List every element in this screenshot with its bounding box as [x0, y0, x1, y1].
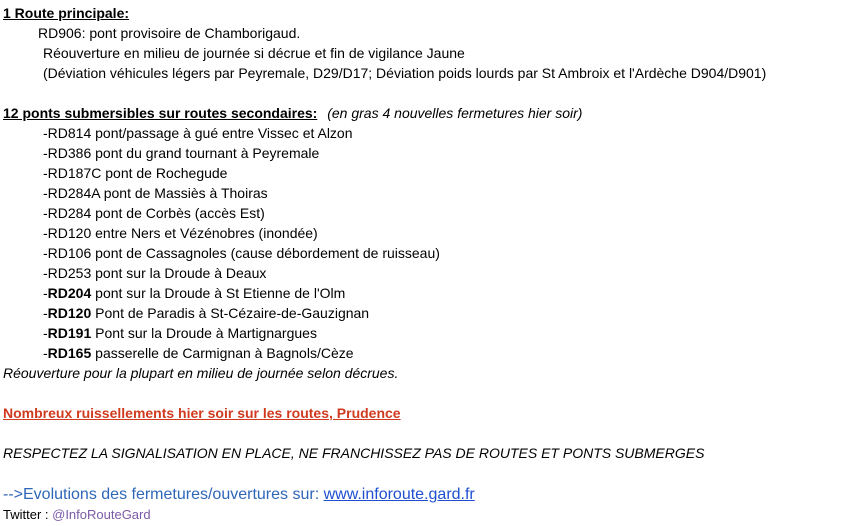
bridge-list-item — [0, 163, 227, 183]
heading-main-route: 1 Route principale: — [3, 5, 130, 21]
bridge-list-footer: Réouverture pour la plupart en milieu de journée selon décrues. — [3, 365, 399, 381]
bridge-item-text: RD284 pont de Corbès (accès Est) — [47, 205, 265, 221]
bridge-list-item — [0, 183, 268, 203]
bridge-list-item — [0, 203, 265, 223]
bridge-list-item — [0, 303, 369, 323]
warning-line: Nombreux ruissellements hier soir sur les routes, Prudence — [3, 405, 401, 421]
bridge-item-dash: - — [43, 325, 48, 341]
bridge-item-dash: - — [43, 245, 48, 261]
bridge-item-text: RD814 pont/passage à gué entre Vissec et Alzon — [47, 125, 353, 141]
bridge-item-text: RD284A pont de Massiès à Thoiras — [47, 185, 268, 201]
bridge-item-road-code: RD165 — [47, 345, 92, 361]
bridge-item-dash: - — [43, 285, 48, 301]
bridge-item-dash: - — [43, 125, 48, 141]
main-route-line-reopening: Réouverture en milieu de journée si décrue et fin de vigilance Jaune — [43, 45, 465, 61]
bridge-list-item — [0, 143, 319, 163]
bridge-item-dash: - — [43, 185, 48, 201]
bridge-item-dash: - — [43, 225, 48, 241]
inforoute-link[interactable]: www.inforoute.gard.fr — [323, 486, 475, 503]
bridge-item-dash: - — [43, 345, 48, 361]
main-route-line-deviation: (Déviation véhicules légers par Peyremale, D29/D17; Déviation poids lourds par St Ambroix et l'Ardèche D904/D901) — [43, 65, 767, 81]
bridge-item-text: RD106 pont de Cassagnoles (cause débordement de ruisseau) — [47, 245, 440, 261]
evolutions-line — [3, 484, 475, 506]
bridge-item-dash: - — [43, 305, 48, 321]
bridge-item-dash: - — [43, 265, 48, 281]
bridge-item-dash: - — [43, 145, 48, 161]
bridge-list-item — [0, 123, 353, 143]
heading-secondary-bridges-row — [3, 103, 582, 123]
bridge-item-dash: - — [43, 165, 48, 181]
bridge-item-text: Pont de Paradis à St-Cézaire-de-Gauzignan — [91, 305, 370, 321]
bridge-item-text: passerelle de Carmignan à Bagnols/Cèze — [91, 345, 354, 361]
twitter-handle[interactable]: @InfoRouteGard — [52, 507, 151, 522]
evolutions-text: -->Evolutions des fermetures/ouvertures sur: — [3, 486, 324, 503]
bridge-item-text: Pont sur la Droude à Martignargues — [91, 325, 317, 341]
bridge-list-item — [0, 243, 440, 263]
bridge-list-item — [0, 343, 354, 363]
bridge-list-item — [0, 283, 345, 303]
bridge-item-text: RD386 pont du grand tournant à Peyremale — [47, 145, 320, 161]
bridge-item-dash: - — [43, 205, 48, 221]
bridge-item-text: RD253 pont sur la Droude à Deaux — [47, 265, 267, 281]
main-route-line-rd906: RD906: pont provisoire de Chamborigaud. — [38, 25, 301, 41]
respect-signalisation-line: RESPECTEZ LA SIGNALISATION EN PLACE, NE FRANCHISSEZ PAS DE ROUTES ET PONTS SUBMERGES — [3, 445, 705, 461]
twitter-line — [3, 505, 151, 523]
bridge-list-item — [0, 323, 317, 343]
bridge-list-item — [0, 263, 266, 283]
bridge-item-text: RD187C pont de Rochegude — [47, 165, 228, 181]
bridge-item-text: pont sur la Droude à St Etienne de l'Olm — [91, 285, 346, 301]
heading-note: (en gras 4 nouvelles fermetures hier soir) — [327, 105, 583, 121]
bridge-item-road-code: RD120 — [47, 305, 92, 321]
bridge-item-text: RD120 entre Ners et Vézénobres (inondée) — [47, 225, 318, 241]
bridge-item-road-code: RD204 — [47, 285, 92, 301]
bridge-list-item — [0, 223, 318, 243]
twitter-label: Twitter : — [3, 507, 53, 522]
heading-secondary-bridges: 12 ponts submersibles sur routes secondaires: — [3, 105, 318, 121]
bridge-item-road-code: RD191 — [47, 325, 92, 341]
